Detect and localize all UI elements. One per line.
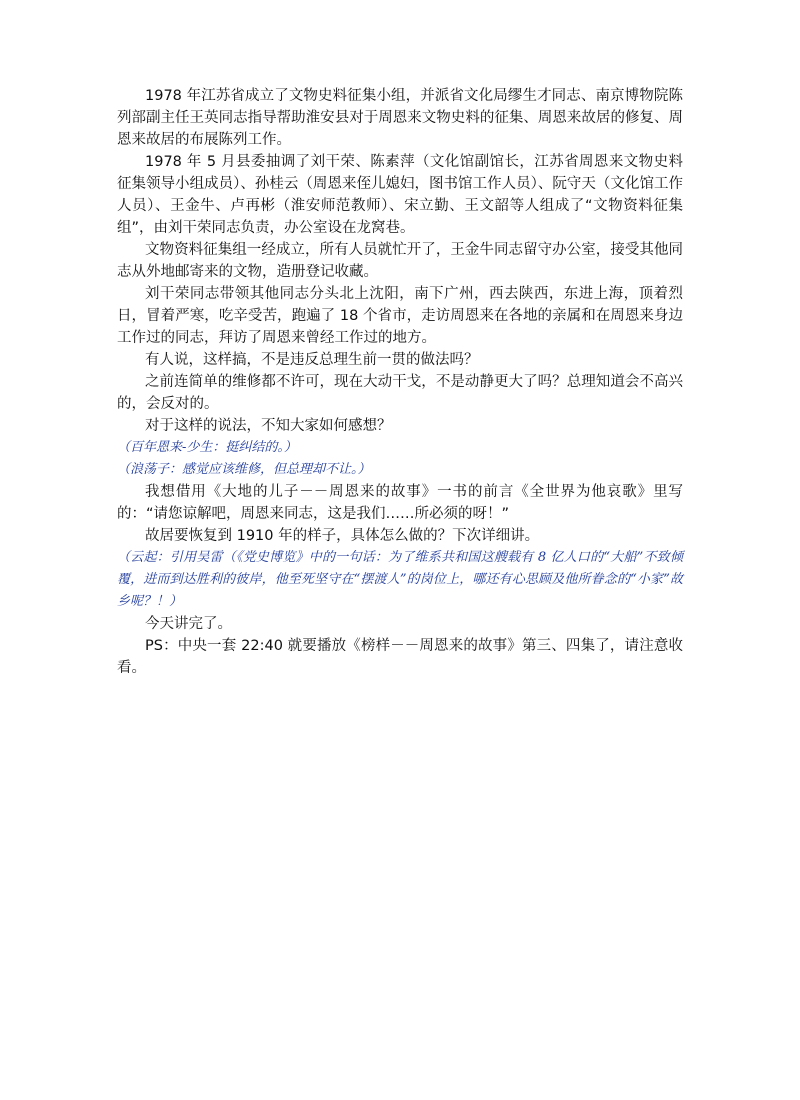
- paragraph-5: 有人说，这样搞，不是违反总理生前一贯的做法吗？: [145, 352, 479, 368]
- paragraph-4: 刘干荣同志带领其他同志分头北上沈阳，南下广州，西去陕西，东进上海，顶着烈日，冒着严寒，吃辛受苦，跑遍了 18 个省市，走访周恩来在各地的亲属和在周恩来身边工作过的同志，拜访了周恩来曾经工作过的地方。: [117, 286, 683, 346]
- paragraph-1: 1978 年江苏省成立了文物史料征集小组，并派省文化局缪生才同志、南京博物院陈列部副主任王英同志指导帮助淮安县对于周恩来文物史料的征集、周恩来故居的修复、周恩来故居的布展陈列工作。: [117, 88, 683, 148]
- paragraph-10: 今天讲完了。: [145, 616, 232, 632]
- paragraph-9: 故居要恢复到 1910 年的样子，具体怎么做的？下次详细讲。: [145, 528, 540, 544]
- paragraph-8: 我想借用《大地的儿子－－周恩来的故事》一书的前言《全世界为他哀歌》里写的：“请您谅解吧，周恩来同志，这是我们……所必须的呀！”: [117, 484, 683, 522]
- reader-comment-1: （百年恩来-少生：挺纠结的。）: [117, 440, 297, 455]
- reader-comment-2: （浪荡子：感觉应该维修，但总理却不让。）: [117, 462, 371, 477]
- paragraph-3: 文物资料征集组一经成立，所有人员就忙开了，王金牛同志留守办公室，接受其他同志从外地邮寄来的文物，造册登记收藏。: [117, 242, 683, 280]
- postscript: PS：中央一套 22:40 就要播放《榜样－－周恩来的故事》第三、四集了，请注意收看。: [117, 638, 683, 676]
- paragraph-7: 对于这样的说法，不知大家如何感想？: [145, 418, 392, 434]
- document-body: [117, 85, 683, 679]
- reader-comment-3: （云起：引用吴雷（《党史博览》中的一句话：为了维系共和国这艘载有 8 亿人口的“大船”不致倾覆，进而到达胜利的彼岸，他至死坚守在“摆渡人”的岗位上，哪还有心思顾及他所眷念的“小家”故乡呢？！）: [117, 550, 683, 609]
- paragraph-6: 之前连简单的维修都不许可，现在大动干戈，不是动静更大了吗？总理知道会不高兴的，会反对的。: [117, 374, 683, 412]
- paragraph-2: 1978 年 5 月县委抽调了刘干荣、陈素萍（文化馆副馆长，江苏省周恩来文物史料征集领导小组成员）、孙桂云（周恩来侄儿媳妇，图书馆工作人员）、阮守天（文化馆工作人员）、王金牛、卢再彬（淮安师范教师）、宋立勤、王文韶等人组成了“文物资料征集组”，由刘干荣同志负责，办公室设在龙窝巷。: [117, 154, 683, 236]
